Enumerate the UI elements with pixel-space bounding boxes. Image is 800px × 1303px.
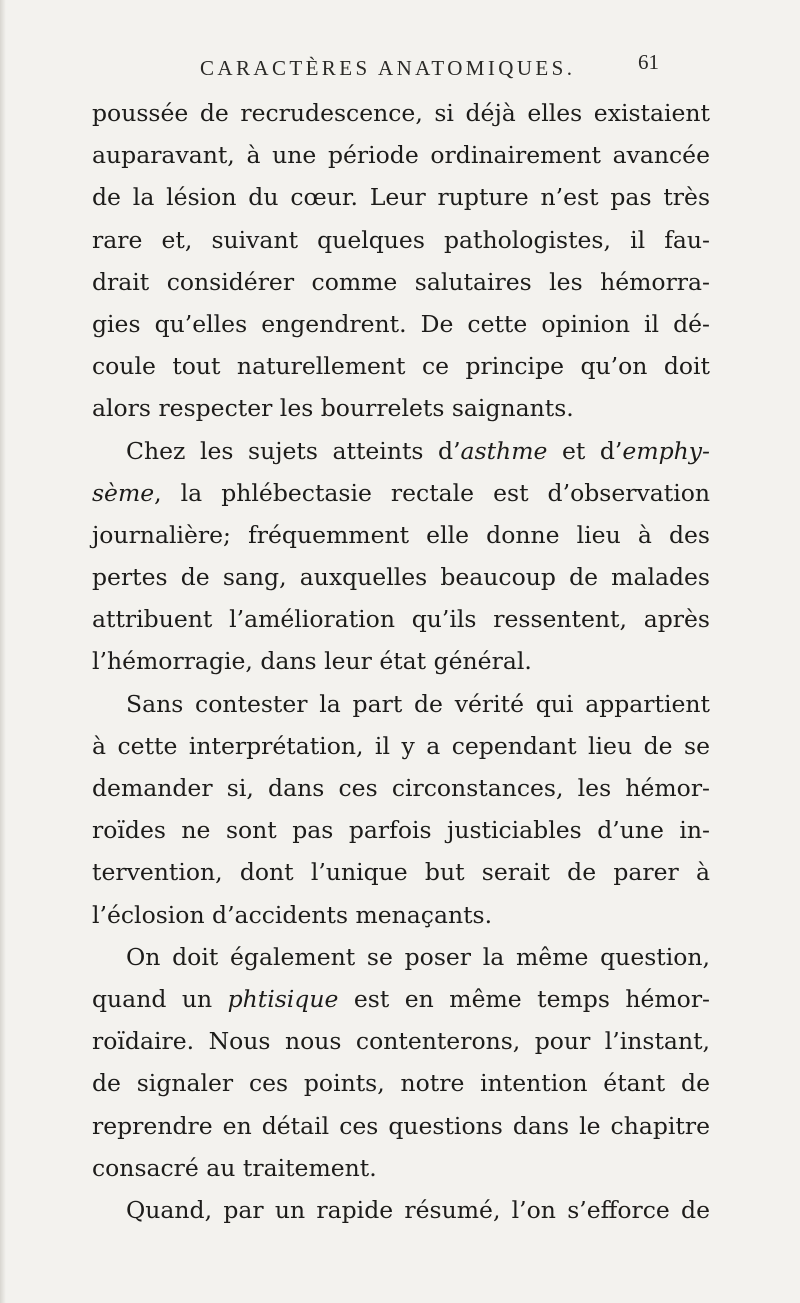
italic-term-asthme: asthme xyxy=(460,436,548,465)
text-run: et d’ xyxy=(547,436,623,465)
running-head: CARACTÈRES ANATOMIQUES. xyxy=(200,56,576,80)
body-line: tervention, dont l’unique but serait de parer à xyxy=(92,858,710,887)
body-line: pertes de sang, auxquelles beaucoup de malades xyxy=(92,563,710,592)
page-edge-shadow xyxy=(0,0,6,1303)
body-line: attribuent l’amélioration qu’ils ressentent, après xyxy=(92,605,710,634)
paragraph-end-line: l’éclosion d’accidents menaçants. xyxy=(92,900,493,929)
body-line: drait considérer comme salutaires les hémorra- xyxy=(92,267,710,296)
page-number: 61 xyxy=(638,50,659,74)
body-line: de signaler ces points, notre intention étant de xyxy=(92,1069,710,1098)
body-line: poussée de recrudescence, si déjà elles existaient xyxy=(92,99,710,127)
body-line: demander si, dans ces circonstances, les hémor- xyxy=(92,774,710,802)
body-line: roïdes ne sont pas parfois justiciables d’une in- xyxy=(92,816,710,845)
body-line: coule tout naturellement ce principe qu’on doit xyxy=(92,352,710,381)
italic-term-emphyseme: emphy- xyxy=(622,436,710,465)
text-run: quand un xyxy=(92,984,228,1013)
paragraph-start-line xyxy=(92,430,710,472)
body-line: auparavant, à une période ordinairement avancée xyxy=(92,141,710,170)
body-line: de la lésion du cœur. Leur rupture n’est pas très xyxy=(92,183,710,212)
body-line: rare et, suivant quelques pathologistes, il fau- xyxy=(92,225,710,254)
paragraph-end-line: l’hémorragie, dans leur état général. xyxy=(92,647,532,676)
text-run: , la phlébectasie rectale est d’observation xyxy=(154,478,710,507)
text-run: Chez les sujets atteints d’ xyxy=(126,436,461,465)
body-line xyxy=(92,978,710,1020)
body-line: gies qu’elles engendrent. De cette opinion il dé- xyxy=(92,309,710,338)
body-text xyxy=(92,92,710,1231)
body-line: journalière; fréquemment elle donne lieu à des xyxy=(92,520,710,549)
paragraph-start-line: On doit également se poser la même question, xyxy=(126,942,710,971)
body-line: à cette interprétation, il y a cependant lieu de se xyxy=(92,731,710,760)
paragraph-start-line: Sans contester la part de vérité qui appartient xyxy=(126,689,710,718)
body-line: roïdaire. Nous nous contenterons, pour l’instant, xyxy=(92,1027,710,1056)
italic-term-emphyseme-cont: sème xyxy=(92,478,155,507)
paragraph-start-line: Quand, par un rapide résumé, l’on s’efforce de xyxy=(126,1195,710,1224)
paragraph-end-line: consacré au traitement. xyxy=(92,1153,377,1182)
paragraph-end-line: alors respecter les bourrelets saignants. xyxy=(92,394,574,423)
italic-term-phtisique: phtisique xyxy=(227,984,339,1013)
body-line: reprendre en détail ces questions dans le chapitre xyxy=(92,1111,710,1140)
body-line xyxy=(92,472,710,514)
text-run: est en même temps hémor- xyxy=(338,984,710,1013)
